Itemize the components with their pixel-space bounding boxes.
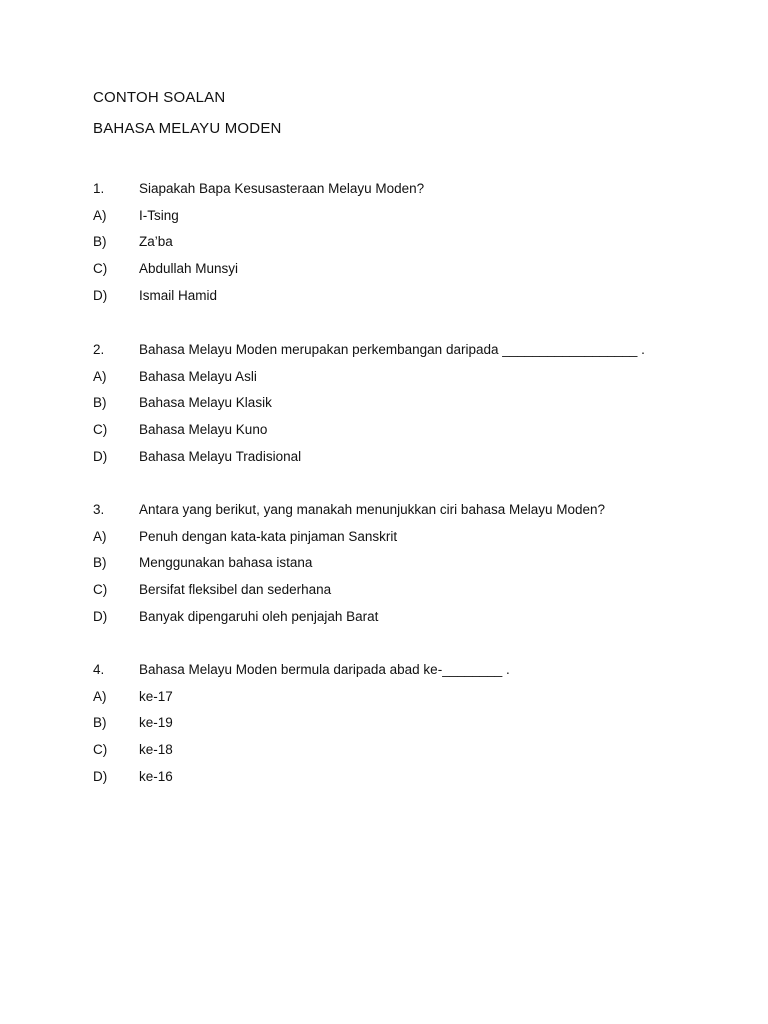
option-letter: A) <box>93 528 107 544</box>
option-a <box>93 529 733 556</box>
option-text: ke-17 <box>139 688 173 704</box>
option-d <box>93 449 733 476</box>
option-b <box>93 715 733 742</box>
option-letter: D) <box>93 287 108 303</box>
option-a <box>93 369 733 396</box>
option-text: Bahasa Melayu Kuno <box>139 422 268 438</box>
option-d <box>93 609 733 636</box>
option-letter: A) <box>93 688 107 704</box>
option-text: Bahasa Melayu Asli <box>139 368 257 384</box>
option-text: Ismail Hamid <box>139 287 218 303</box>
option-c <box>93 261 733 288</box>
option-letter: A) <box>93 207 107 223</box>
option-letter: B) <box>93 234 107 250</box>
option-text: Penuh dengan kata-kata pinjaman Sanskrit <box>139 528 398 544</box>
option-b <box>93 234 733 261</box>
option-letter: B) <box>93 555 107 571</box>
question-text: Bahasa Melayu Moden merupakan perkembangan daripada __________________ . <box>139 342 645 357</box>
option-letter: C) <box>93 261 108 277</box>
option-c <box>93 582 733 609</box>
option-text: Za’ba <box>139 234 173 250</box>
question-text: Antara yang berikut, yang manakah menunjukkan ciri bahasa Melayu Moden? <box>139 502 606 517</box>
option-letter: A) <box>93 368 107 384</box>
option-text: I-Tsing <box>139 207 179 223</box>
option-c <box>93 742 733 769</box>
question-number: 2. <box>93 342 105 357</box>
option-letter: C) <box>93 422 108 438</box>
question-number: 1. <box>93 181 105 196</box>
option-text: Bersifat fleksibel dan sederhana <box>139 582 332 598</box>
option-letter: D) <box>93 768 108 784</box>
question-block-4 <box>93 662 733 795</box>
option-a <box>93 208 733 235</box>
question-stem <box>93 502 733 529</box>
option-letter: D) <box>93 608 108 624</box>
option-letter: B) <box>93 715 107 731</box>
question-text: Bahasa Melayu Moden bermula daripada abad ke-________ . <box>139 662 510 677</box>
option-text: ke-16 <box>139 768 173 784</box>
option-b <box>93 555 733 582</box>
option-text: Bahasa Melayu Tradisional <box>139 448 302 464</box>
option-text: Menggunakan bahasa istana <box>139 555 313 571</box>
question-block-1 <box>93 181 733 314</box>
option-text: Bahasa Melayu Klasik <box>139 395 272 411</box>
question-number: 4. <box>93 662 105 677</box>
option-a <box>93 689 733 716</box>
question-text: Siapakah Bapa Kesusasteraan Melayu Moden? <box>139 181 425 196</box>
question-stem <box>93 181 733 208</box>
option-d <box>93 288 733 315</box>
option-b <box>93 395 733 422</box>
question-stem <box>93 662 733 689</box>
document-subheading: BAHASA MELAYU MODEN <box>93 120 282 137</box>
question-stem <box>93 342 733 369</box>
option-letter: B) <box>93 395 107 411</box>
document-heading: CONTOH SOALAN <box>93 89 226 106</box>
option-letter: C) <box>93 742 108 758</box>
question-number: 3. <box>93 502 105 517</box>
option-text: ke-19 <box>139 715 173 731</box>
question-block-3 <box>93 502 733 635</box>
option-c <box>93 422 733 449</box>
option-letter: C) <box>93 582 108 598</box>
option-d <box>93 769 733 796</box>
option-text: Banyak dipengaruhi oleh penjajah Barat <box>139 608 379 624</box>
option-letter: D) <box>93 448 108 464</box>
question-block-2 <box>93 342 733 475</box>
option-text: Abdullah Munsyi <box>139 261 239 277</box>
option-text: ke-18 <box>139 742 173 758</box>
